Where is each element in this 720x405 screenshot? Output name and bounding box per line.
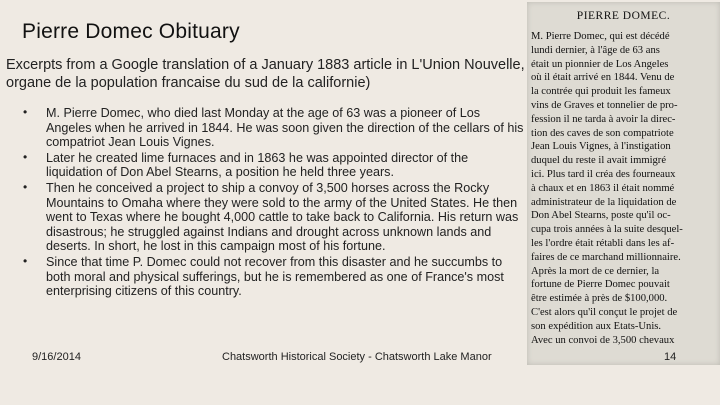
clipping-text: [527, 30, 720, 347]
footer-date: 9/16/2014: [32, 351, 81, 363]
clipping-line: son expédition aux Etats-Unis.: [531, 320, 662, 332]
clipping-line: était un pionnier de Los Angeles: [531, 58, 669, 70]
bullet-item: • Later he created lime furnaces and in 1863 he was appointed director of the liquidation of Don Abel Stearns, a position he held three years.: [6, 151, 526, 180]
clipping-line: duquel du reste il avait immigré: [531, 155, 667, 167]
clipping-line: Don Abel Stearns, poste qu'il oc-: [531, 210, 671, 222]
clipping-line: Avec un convoi de 3,500 chevaux: [531, 334, 675, 346]
footer-source: Chatsworth Historical Society - Chatsworth Lake Manor: [222, 351, 492, 363]
clipping-line: les l'ordre était rétabli dans les af-: [531, 237, 675, 249]
clipping-line: être estimée à près de $100,000.: [531, 293, 668, 305]
clipping-line: vins de Graves et tonnelier de pro-: [531, 99, 678, 111]
clipping-line: M. Pierre Domec, qui est décédé: [531, 31, 670, 42]
clipping-line: cupa trois années à la suite desquel-: [531, 224, 683, 236]
newspaper-clipping: [527, 2, 720, 365]
clipping-heading: PIERRE DOMEC.: [576, 10, 671, 22]
clipping-line: où il était arrivé en 1844. Venu de: [531, 72, 675, 84]
clipping-line: ici. Plus tard il créa des fourneaux: [531, 168, 676, 180]
clipping-line: lundi dernier, à l'âge de 63 ans: [531, 44, 660, 56]
clipping-line: faires de ce marchand millionnaire.: [531, 251, 681, 263]
bullet-item: • Then he conceived a project to ship a convoy of 3,500 horses across the Rocky Mountains to Omaha where they were sold to the army of the United States. He then went to Texas where he bought 4,000 cattle to take back to California. His return was disastrous; he struggled against Indians and drought across unknown lands and deserts. In short, he lost in this campaign most of his fortune.: [6, 181, 526, 254]
clipping-line: la contrée qui produit les fameux: [531, 86, 671, 98]
bullet-item: • Since that time P. Domec could not recover from this disaster and he succumbs to both moral and physical sufferings, but he is remembered as one of France's most enterprising citizens of this country.: [6, 255, 526, 299]
bullet-list: [6, 106, 526, 300]
clipping-line: tion des caves de son compatriote: [531, 127, 674, 139]
bullet-item: • M. Pierre Domec, who died last Monday at the age of 63 was a pioneer of Los Angeles when he arrived in 1844. He was soon given the direction of the cellars of his compatriot Jean Louis Vignes.: [6, 106, 526, 150]
clipping-line: à chaux et en 1863 il était nommé: [531, 182, 675, 194]
clipping-line: fortune de Pierre Domec pouvait: [531, 279, 670, 291]
clipping-line: Jean Louis Vignes, à l'instigation: [531, 141, 671, 153]
clipping-line: Après la mort de ce dernier, la: [531, 265, 660, 277]
page-number: 14: [664, 351, 677, 363]
clipping-line: fession il ne tarda à avoir la direc-: [531, 113, 676, 125]
clipping-line: administrateur de la liquidation de: [531, 196, 677, 208]
intro-text: Excerpts from a Google translation of a January 1883 article in L'Union Nouvelle, organe de la population francaise du sud de la californie): [6, 57, 525, 91]
slide-title: Pierre Domec Obituary: [22, 20, 240, 43]
clipping-line: C'est alors qu'il conçut le projet de: [531, 306, 678, 318]
